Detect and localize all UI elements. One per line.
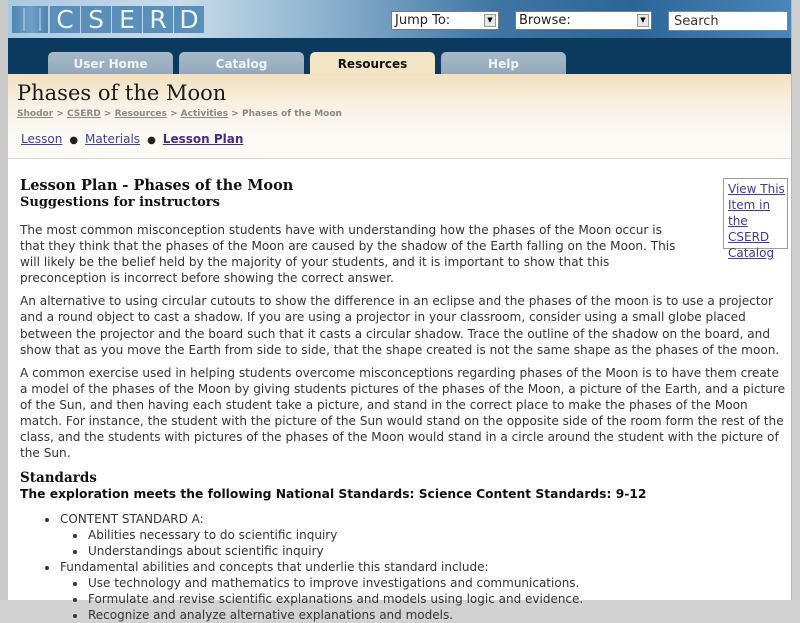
catalog-link-box (723, 178, 788, 260)
dropdown-arrow-icon[interactable]: ▼ (637, 14, 649, 27)
breadcrumb-separator: > (103, 109, 112, 119)
list-item: • Formulate and revise scientific explanations and models using logic and evidence. (87, 591, 791, 607)
standards-heading: Standards (20, 470, 97, 487)
jump-to-value: Jump To: (395, 13, 451, 28)
standards-intro: The exploration meets the following National Standards: Science Content Standards: 9-12 (20, 487, 647, 502)
breadcrumb-shodor[interactable]: Shodor (17, 109, 54, 119)
tab-resources[interactable]: Resources (310, 52, 435, 74)
breadcrumb (17, 109, 342, 119)
list-item: • Abilities necessary to do scientific inquiry (87, 527, 791, 543)
view-in-catalog-link[interactable]: View This Item in the CSERD Catalog (728, 182, 785, 260)
logo-letter: D (174, 6, 204, 33)
subnav-lesson[interactable]: Lesson (21, 132, 63, 146)
standard-label: Fundamental abilities and concepts that underlie this standard include: (60, 560, 489, 575)
title-area (8, 74, 791, 159)
logo-letter: E (112, 6, 142, 33)
browse-select[interactable] (515, 11, 652, 30)
cube-logo-icon (12, 6, 48, 33)
paragraph: A common exercise used in helping students overcome misconceptions regarding phases of the Moon is to have them create a model of the phases of the Moon by giving students pictures of the phases of the Moon, a picture of the Earth, and a picture of the Sun, and then having each student take a picture, and stand in the correct place to make the phases of the Moon match. For instance, the student with the picture of the Sun would stand on the opposite side of the room form the rest of the class, and the students with pictures of the phases of the Moon would stand in a circle around the student with the picture of the Sun. (20, 365, 786, 461)
list-item: • Recognize and analyze alternative explanations and models. (87, 607, 791, 623)
paragraph: The most common misconception students have with understanding how the phases of the Moon occur is that they think that the phases of the Moon are caused by the shadow of the Earth falling on the Moon. This will likely be the belief held by the majority of your students, and it is important to show that this preconception is incorrect before showing the correct answer. (20, 223, 676, 286)
breadcrumb-separator: > (56, 109, 64, 119)
logo-letter: S (81, 6, 111, 33)
page-title: Phases of the Moon (17, 81, 227, 105)
scrollbar[interactable] (791, 0, 800, 600)
main-content (8, 160, 791, 623)
lesson-heading: Lesson Plan - Phases of the Moon (20, 177, 294, 194)
bullet-separator: ● (147, 135, 156, 146)
breadcrumb-separator: > (169, 109, 178, 119)
browse-value: Browse: (519, 13, 571, 28)
breadcrumb-separator: > (231, 109, 239, 119)
dropdown-arrow-icon[interactable]: ▼ (484, 14, 496, 27)
bullet-separator: ● (69, 135, 79, 146)
paragraph: An alternative to using circular cutouts to show the difference in an eclipse and the phases of the moon is to use a projector and a round object to cast a shadow. If you are using a projector in your classroom, consider using a small globe placed between the projector and the board such that it casts a circular shadow. Trace the outline of the shadow on the board, and show that as you move the Earth from side to side, that the shape created is not the same shape as the phases of the moon. (20, 294, 780, 357)
lesson-subheading: Suggestions for instructors (20, 195, 220, 210)
tab-catalog[interactable]: Catalog (179, 52, 304, 74)
breadcrumb-cserd[interactable]: CSERD (66, 109, 101, 119)
list-item: • Use technology and mathematics to improve investigations and communications. (87, 575, 791, 591)
cserd-logo[interactable] (12, 6, 205, 33)
list-item (59, 559, 791, 623)
logo-letter: C (50, 6, 80, 33)
breadcrumb-resources[interactable]: Resources (114, 109, 167, 119)
tab-help[interactable]: Help (441, 52, 566, 74)
subnav-lesson-plan[interactable]: Lesson Plan (162, 132, 244, 146)
breadcrumb-activities[interactable]: Activities (180, 109, 229, 119)
site-header (8, 0, 791, 38)
standards-list (59, 511, 791, 623)
breadcrumb-current: Phases of the Moon (241, 109, 342, 119)
tab-user-home[interactable]: User Home (48, 52, 173, 74)
logo-letter: R (143, 6, 173, 33)
subnav-materials[interactable]: Materials (85, 132, 141, 146)
main-nav (8, 38, 791, 74)
jump-to-select[interactable] (391, 11, 499, 30)
search-input[interactable] (668, 11, 788, 31)
window-left-edge (0, 0, 8, 600)
list-item (59, 511, 791, 559)
standard-label: CONTENT STANDARD A: (60, 512, 204, 527)
list-item: • Understandings about scientific inquiry (87, 543, 791, 559)
lesson-subnav (21, 132, 243, 146)
page-frame (8, 0, 791, 623)
